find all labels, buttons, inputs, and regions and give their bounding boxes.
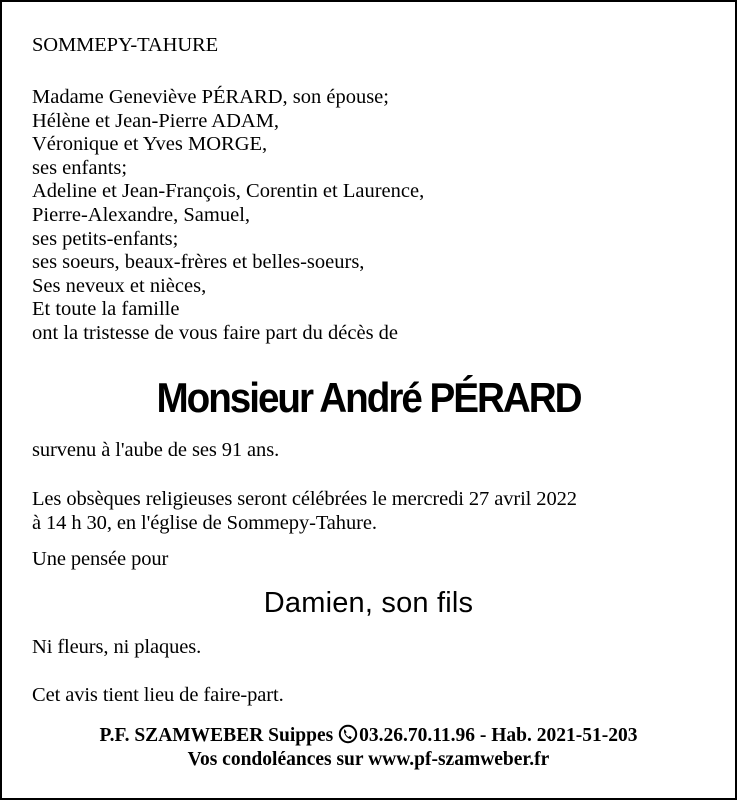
family-line: Hélène et Jean-Pierre ADAM, (32, 109, 280, 132)
thought-name: Damien, son fils (263, 587, 474, 619)
family-line: Madame Geneviève PÉRARD, son épouse; (32, 86, 389, 108)
family-line: Adeline et Jean-François, Corentin et Laurence, (32, 180, 425, 203)
family-line: ses enfants; (32, 156, 128, 179)
condolences-line: Vos condoléances sur www.pf-szamweber.fr (187, 749, 550, 770)
telephone-icon (338, 724, 358, 744)
family-line: Ses neveux et nièces, (32, 274, 207, 297)
habilitation-number: - Hab. 2021-51-203 (475, 725, 638, 746)
location-heading: SOMMEPY-TAHURE (32, 34, 219, 56)
notice-text: Cet avis tient lieu de faire-part. (32, 684, 284, 706)
funeral-details-line-1: Les obsèques religieuses seront célébrées le mercredi 27 avril 2022 (32, 488, 577, 510)
family-line: ont la tristesse de vous faire part du décès de (32, 321, 399, 344)
age-line: survenu à l'aube de ses 91 ans. (32, 439, 280, 461)
family-list (32, 86, 424, 346)
family-line: Et toute la famille (32, 298, 180, 321)
funeral-home-line (2, 724, 735, 748)
no-flowers-line: Ni fleurs, ni plaques. (32, 636, 202, 658)
family-line: Pierre-Alexandre, Samuel, (32, 203, 251, 226)
family-line: ses petits-enfants; (32, 227, 179, 250)
deceased-name: Monsieur André PÉRARD (156, 374, 581, 421)
funeral-details-line-2: à 14 h 30, en l'église de Sommepy-Tahure. (32, 512, 377, 534)
thought-intro: Une pensée pour (32, 548, 169, 570)
family-line: ses soeurs, beaux-frères et belles-soeurs, (32, 251, 365, 274)
funeral-home-name: P.F. SZAMWEBER Suippes (99, 725, 334, 746)
family-line: Véronique et Yves MORGE, (32, 133, 268, 156)
phone-number: 03.26.70.11.96 (359, 725, 476, 746)
